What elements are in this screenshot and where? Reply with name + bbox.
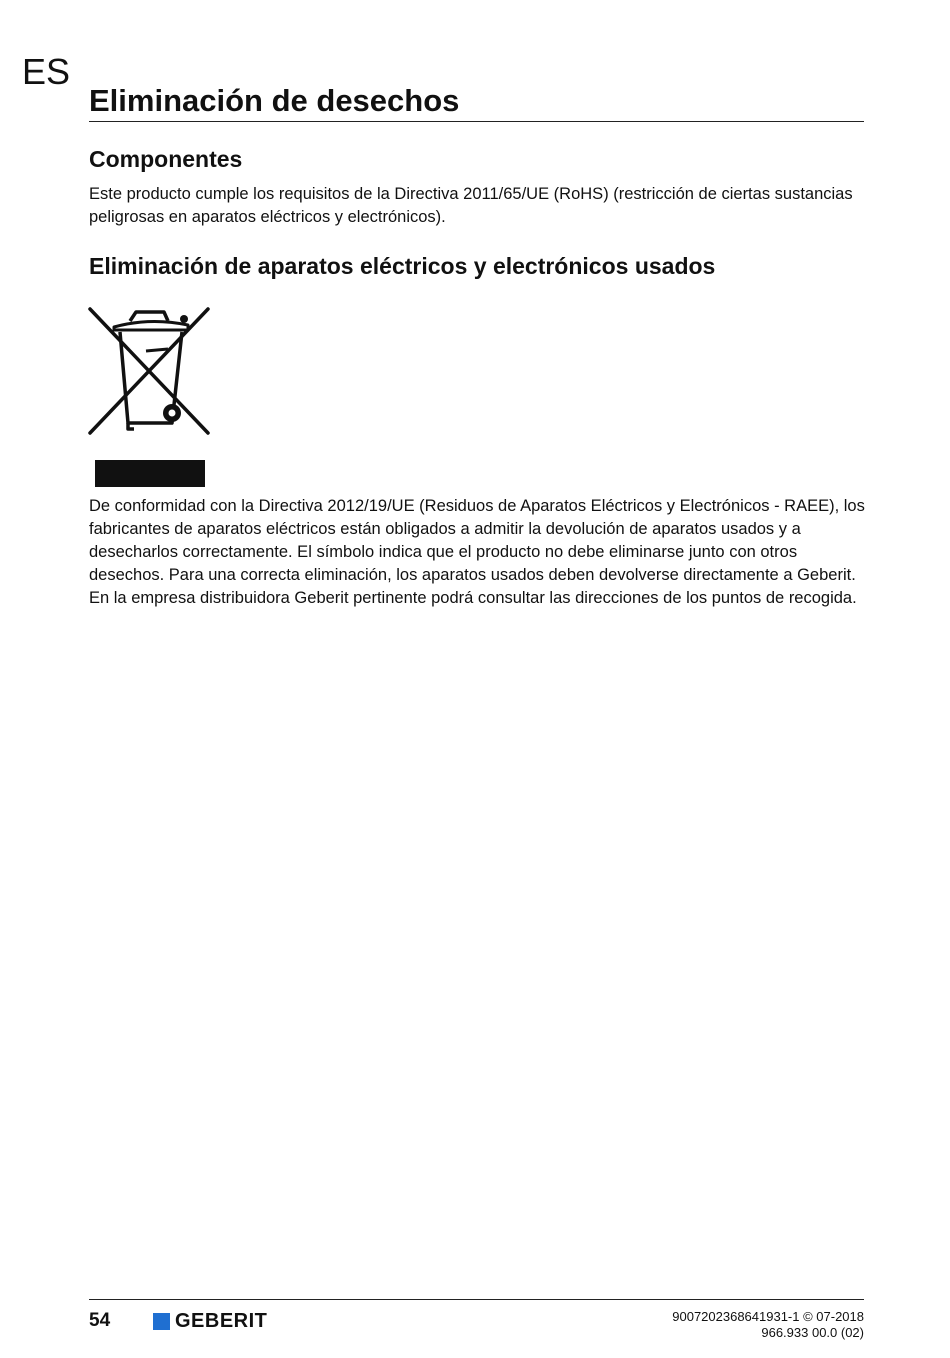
brand-name: GEBERIT	[175, 1310, 268, 1332]
language-code: ES	[22, 51, 71, 92]
title-divider	[89, 121, 864, 122]
page-title: Eliminación de desechos	[89, 83, 460, 118]
brand-logo	[153, 1310, 267, 1332]
weee-text: De conformidad con la Directiva 2012/19/UE (Residuos de Aparatos Eléctricos y Electrónicos - RAEE), los fabricantes de aparatos eléctricos están obligados a admitir la devolución de aparatos usados y a desecharlos correctamente. El símbolo indica que el producto no debe eliminarse junto con otros desechos. Para una correcta eliminación, los aparatos usados deben devolverse directamente a Geberit. En la empresa distribuidora Geberit pertinente podrá consultar las direcciones de los puntos de recogida.	[89, 497, 865, 607]
weee-marking-bar	[95, 460, 205, 487]
components-text: Este producto cumple los requisitos de la Directiva 2011/65/UE (RoHS) (restricción de ciertas sustancias peligrosas en aparatos eléctricos y electrónicos).	[89, 185, 853, 226]
footer-divider	[89, 1299, 864, 1300]
weee-heading: Eliminación de aparatos eléctricos y electrónicos usados	[89, 253, 716, 279]
document-reference	[672, 1309, 864, 1341]
page-number: 54	[89, 1310, 111, 1331]
crossed-out-wheelie-bin-icon	[86, 305, 214, 437]
brand-square-icon	[153, 1313, 170, 1330]
components-heading: Componentes	[89, 146, 243, 172]
document-number: 966.933 00.0 (02)	[761, 1325, 864, 1340]
document-id: 9007202368641931-1 © 07-2018	[672, 1309, 864, 1324]
